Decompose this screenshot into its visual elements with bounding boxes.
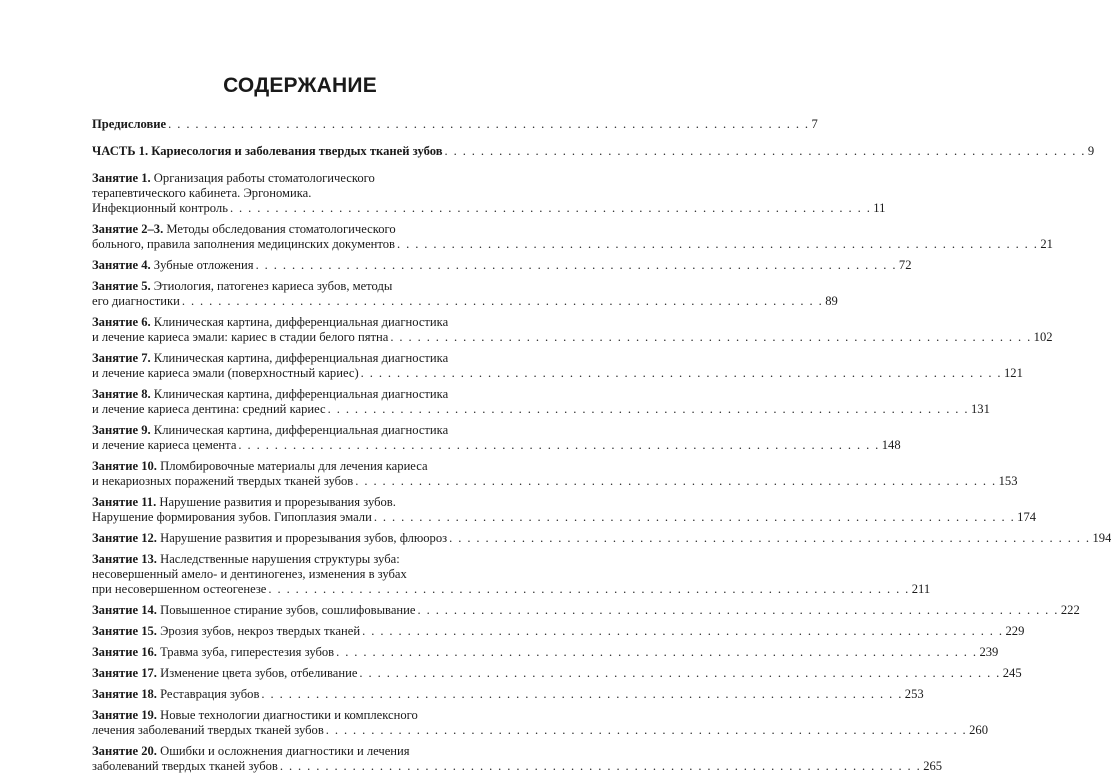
entry-title-text: его диагностики — [92, 294, 180, 308]
entry-last-line — [92, 144, 1095, 159]
entry-text — [92, 330, 388, 345]
entry-label: Занятие 18. — [92, 687, 157, 701]
toc-entry[interactable] — [92, 258, 912, 273]
toc-entry[interactable] — [92, 117, 818, 132]
toc-entry[interactable] — [92, 387, 990, 417]
entry-label: Занятие 19. — [92, 708, 157, 722]
entry-line — [92, 186, 518, 201]
entry-line — [92, 708, 518, 723]
entry-text: Ошибки и осложнения диагностики и лечения — [160, 744, 410, 758]
entry-text — [92, 603, 416, 618]
entry-label: Занятие 4. — [92, 258, 151, 272]
entry-label: Занятие 1. — [92, 171, 151, 185]
entry-text: Этиология, патогенез кариеса зубов, методы — [153, 279, 393, 293]
entry-last-line — [92, 258, 912, 273]
page-number: 102 — [1033, 330, 1053, 344]
entry-text — [92, 144, 443, 159]
entry-last-line — [92, 723, 988, 738]
page-number: 253 — [904, 687, 924, 701]
entry-line — [92, 744, 518, 759]
entry-title-text: при несовершенном остеогенезе — [92, 582, 267, 596]
toc-entry[interactable] — [92, 687, 924, 702]
entry-line — [92, 222, 518, 237]
dot-leader: . . . . . . . . . . . . . . . . . . . . . . . . . . . . . . . . . . . . . . . . . . . . . . . . . . . . . . . . . . . . . . . . . . . . . . . — [268, 582, 910, 596]
entry-title-text: Травма зуба, гиперестезия зубов — [160, 645, 335, 659]
entry-text: Нарушение развития и прорезывания зубов. — [159, 495, 396, 509]
entry-label: Занятие 8. — [92, 387, 151, 401]
toc-entry[interactable] — [92, 603, 1080, 618]
dot-leader: . . . . . . . . . . . . . . . . . . . . . . . . . . . . . . . . . . . . . . . . . . . . . . . . . . . . . . . . . . . . . . . . . . . . . . . — [360, 366, 1002, 380]
page-number: 21 — [1040, 237, 1053, 251]
entry-title-text: Зубные отложения — [153, 258, 254, 272]
entry-last-line — [92, 582, 931, 597]
entry-line — [92, 351, 518, 366]
dot-leader: . . . . . . . . . . . . . . . . . . . . . . . . . . . . . . . . . . . . . . . . . . . . . . . . . . . . . . . . . . . . . . . . . . . . . . . — [168, 117, 810, 131]
entry-label: Занятие 7. — [92, 351, 151, 365]
toc-entry[interactable] — [92, 708, 988, 738]
toc-entry[interactable] — [92, 624, 1025, 639]
dot-leader: . . . . . . . . . . . . . . . . . . . . . . . . . . . . . . . . . . . . . . . . . . . . . . . . . . . . . . . . . . . . . . . . . . . . . . . — [355, 474, 997, 488]
entry-line — [92, 459, 518, 474]
entry-title-text: и лечение кариеса дентина: средний кариес — [92, 402, 326, 416]
entry-label: Занятие 20. — [92, 744, 157, 758]
dot-leader: . . . . . . . . . . . . . . . . . . . . . . . . . . . . . . . . . . . . . . . . . . . . . . . . . . . . . . . . . . . . . . . . . . . . . . . — [255, 258, 897, 272]
page-number: 245 — [1002, 666, 1022, 680]
dot-leader: . . . . . . . . . . . . . . . . . . . . . . . . . . . . . . . . . . . . . . . . . . . . . . . . . . . . . . . . . . . . . . . . . . . . . . . — [325, 723, 968, 737]
entry-title-text: Изменение цвета зубов, отбеливание — [160, 666, 358, 680]
entry-label: Занятие 9. — [92, 423, 151, 437]
entry-last-line — [92, 666, 1022, 681]
entry-text — [92, 438, 236, 453]
entry-last-line — [92, 474, 1018, 489]
page-number: 194 — [1092, 531, 1111, 545]
entry-last-line — [92, 402, 990, 417]
entry-text — [92, 237, 395, 252]
page-number: 9 — [1087, 144, 1095, 158]
entry-label: Занятие 15. — [92, 624, 157, 638]
entry-text: Новые технологии диагностики и комплексного — [160, 708, 418, 722]
entry-text: Методы обследования стоматологического — [166, 222, 396, 236]
entry-line — [92, 423, 518, 438]
entry-last-line — [92, 201, 886, 216]
entry-label: Занятие 13. — [92, 552, 157, 566]
entry-text — [92, 759, 278, 774]
toc-entry[interactable] — [92, 531, 1111, 546]
dot-leader: . . . . . . . . . . . . . . . . . . . . . . . . . . . . . . . . . . . . . . . . . . . . . . . . . . . . . . . . . . . . . . . . . . . . . . . — [238, 438, 880, 452]
entry-text: Организация работы стоматологического — [153, 171, 375, 185]
toc-entry[interactable] — [92, 495, 1037, 525]
dot-leader: . . . . . . . . . . . . . . . . . . . . . . . . . . . . . . . . . . . . . . . . . . . . . . . . . . . . . . . . . . . . . . . . . . . . . . . — [279, 759, 922, 773]
page-number: 211 — [911, 582, 931, 596]
toc-entry[interactable] — [92, 144, 1095, 159]
entry-text — [92, 624, 360, 639]
entry-label: Занятие 12. — [92, 531, 157, 545]
entry-label: Занятие 11. — [92, 495, 157, 509]
dot-leader: . . . . . . . . . . . . . . . . . . . . . . . . . . . . . . . . . . . . . . . . . . . . . . . . . . . . . . . . . . . . . . . . . . . . . . . — [373, 510, 1016, 524]
entry-label: Занятие 10. — [92, 459, 157, 473]
entry-last-line — [92, 687, 924, 702]
entry-last-line — [92, 531, 1111, 546]
entry-text — [92, 666, 357, 681]
entry-text — [92, 294, 180, 309]
entry-text: Клиническая картина, дифференциальная диагностика — [153, 387, 449, 401]
page-number: 239 — [979, 645, 999, 659]
entry-title-text: Нарушение развития и прорезывания зубов, флюороз — [160, 531, 448, 545]
entry-last-line — [92, 366, 1023, 381]
toc-entry[interactable] — [92, 645, 999, 660]
entry-last-line — [92, 237, 1053, 252]
entry-line — [92, 552, 518, 567]
entry-last-line — [92, 645, 999, 660]
entry-label: Занятие 6. — [92, 315, 151, 329]
entry-title-text: и лечение кариеса эмали: кариес в стадии белого пятна — [92, 330, 389, 344]
dot-leader: . . . . . . . . . . . . . . . . . . . . . . . . . . . . . . . . . . . . . . . . . . . . . . . . . . . . . . . . . . . . . . . . . . . . . . . — [261, 687, 903, 701]
entry-line — [92, 567, 518, 582]
dot-leader: . . . . . . . . . . . . . . . . . . . . . . . . . . . . . . . . . . . . . . . . . . . . . . . . . . . . . . . . . . . . . . . . . . . . . . . — [362, 624, 1004, 638]
toc-entry[interactable] — [92, 552, 931, 597]
entry-text — [92, 531, 447, 546]
page-number: 265 — [923, 759, 943, 773]
entry-last-line — [92, 330, 1053, 345]
entry-title-text: Эрозия зубов, некроз твердых тканей — [160, 624, 361, 638]
page-number: 121 — [1003, 366, 1023, 380]
dot-leader: . . . . . . . . . . . . . . . . . . . . . . . . . . . . . . . . . . . . . . . . . . . . . . . . . . . . . . . . . . . . . . . . . . . . . . . — [390, 330, 1032, 344]
entry-last-line — [92, 117, 818, 132]
entry-text: Клиническая картина, дифференциальная диагностика — [153, 315, 449, 329]
page-number: 153 — [998, 474, 1018, 488]
entry-label: Занятие 16. — [92, 645, 157, 659]
entry-last-line — [92, 294, 838, 309]
entry-title-text: Нарушение формирования зубов. Гипоплазия эмали — [92, 510, 372, 524]
page-number: 148 — [881, 438, 901, 452]
dot-leader: . . . . . . . . . . . . . . . . . . . . . . . . . . . . . . . . . . . . . . . . . . . . . . . . . . . . . . . . . . . . . . . . . . . . . . . — [444, 144, 1086, 158]
page-number: 89 — [825, 294, 838, 308]
toc-entry[interactable] — [92, 222, 1053, 252]
entry-text: Наследственные нарушения структуры зуба: — [160, 552, 400, 566]
entry-text: Клиническая картина, дифференциальная диагностика — [153, 423, 449, 437]
entry-text — [92, 510, 372, 525]
dot-leader: . . . . . . . . . . . . . . . . . . . . . . . . . . . . . . . . . . . . . . . . . . . . . . . . . . . . . . . . . . . . . . . . . . . . . . . — [397, 237, 1039, 251]
dot-leader: . . . . . . . . . . . . . . . . . . . . . . . . . . . . . . . . . . . . . . . . . . . . . . . . . . . . . . . . . . . . . . . . . . . . . . . — [336, 645, 978, 659]
entry-label: Занятие 17. — [92, 666, 157, 680]
entry-text: несовершенный амело- и дентиногенез, изменения в зубах — [92, 567, 407, 581]
entry-label: Занятие 5. — [92, 279, 151, 293]
page-number: 72 — [898, 258, 912, 272]
page-number: 174 — [1017, 510, 1037, 524]
page-number: 7 — [811, 117, 818, 131]
dot-leader: . . . . . . . . . . . . . . . . . . . . . . . . . . . . . . . . . . . . . . . . . . . . . . . . . . . . . . . . . . . . . . . . . . . . . . . — [359, 666, 1001, 680]
entry-label: Занятие 14. — [92, 603, 157, 617]
entry-title-text: и некариозных поражений твердых тканей зубов — [92, 474, 354, 488]
page-number: 260 — [969, 723, 988, 737]
toc-entry[interactable] — [92, 666, 1022, 681]
dot-leader: . . . . . . . . . . . . . . . . . . . . . . . . . . . . . . . . . . . . . . . . . . . . . . . . . . . . . . . . . . . . . . . . . . . . . . . — [181, 294, 824, 308]
entry-text — [92, 258, 254, 273]
page-number: 222 — [1060, 603, 1080, 617]
entry-text — [92, 402, 326, 417]
entry-text — [92, 645, 334, 660]
page-number: 11 — [873, 201, 886, 215]
entry-title-text: и лечение кариеса эмали (поверхностный кариес) — [92, 366, 359, 380]
page-title: СОДЕРЖАНИЕ — [223, 74, 377, 97]
entry-title-text: лечения заболеваний твердых тканей зубов — [92, 723, 324, 737]
entry-line — [92, 387, 518, 402]
toc-entry[interactable] — [92, 315, 1053, 345]
entry-title-text: и лечение кариеса цемента — [92, 438, 237, 452]
entry-line — [92, 495, 518, 510]
table-of-contents — [92, 117, 1111, 780]
dot-leader: . . . . . . . . . . . . . . . . . . . . . . . . . . . . . . . . . . . . . . . . . . . . . . . . . . . . . . . . . . . . . . . . . . . . . . . — [449, 531, 1091, 545]
entry-last-line — [92, 624, 1025, 639]
entry-line — [92, 279, 518, 294]
toc-entry[interactable] — [92, 423, 901, 453]
entry-label: Предисловие — [92, 117, 167, 131]
dot-leader: . . . . . . . . . . . . . . . . . . . . . . . . . . . . . . . . . . . . . . . . . . . . . . . . . . . . . . . . . . . . . . . . . . . . . . . — [327, 402, 969, 416]
entry-last-line — [92, 759, 943, 774]
entry-title-text: Инфекционный контроль — [92, 201, 228, 215]
page-number: 229 — [1005, 624, 1025, 638]
dot-leader: . . . . . . . . . . . . . . . . . . . . . . . . . . . . . . . . . . . . . . . . . . . . . . . . . . . . . . . . . . . . . . . . . . . . . . . — [417, 603, 1059, 617]
entry-title-text: Реставрация зубов — [160, 687, 260, 701]
entry-text — [92, 687, 259, 702]
toc-entry[interactable] — [92, 744, 943, 774]
dot-leader: . . . . . . . . . . . . . . . . . . . . . . . . . . . . . . . . . . . . . . . . . . . . . . . . . . . . . . . . . . . . . . . . . . . . . . . — [229, 201, 872, 215]
entry-text: Пломбировочные материалы для лечения кариеса — [160, 459, 428, 473]
entry-text — [92, 366, 359, 381]
entry-text — [92, 474, 353, 489]
entry-last-line — [92, 510, 1037, 525]
entry-title-text: заболеваний твердых тканей зубов — [92, 759, 278, 773]
entry-label: ЧАСТЬ 1. Кариесология и заболевания твердых тканей зубов — [92, 144, 443, 158]
entry-title-text: Повышенное стирание зубов, сошлифовывание — [160, 603, 416, 617]
entry-last-line — [92, 438, 901, 453]
toc-entry[interactable] — [92, 459, 1018, 489]
toc-entry[interactable] — [92, 279, 838, 309]
toc-entry[interactable] — [92, 171, 886, 216]
entry-text — [92, 117, 166, 132]
entry-label: Занятие 2–3. — [92, 222, 164, 236]
page-number: 131 — [970, 402, 990, 416]
toc-entry[interactable] — [92, 351, 1023, 381]
entry-text — [92, 723, 324, 738]
entry-text — [92, 201, 228, 216]
entry-line — [92, 315, 518, 330]
entry-text — [92, 582, 266, 597]
entry-title-text: больного, правила заполнения медицинских документов — [92, 237, 395, 251]
entry-line — [92, 171, 518, 186]
entry-text: Клиническая картина, дифференциальная диагностика — [153, 351, 449, 365]
entry-last-line — [92, 603, 1080, 618]
entry-text: терапевтического кабинета. Эргономика. — [92, 186, 312, 200]
